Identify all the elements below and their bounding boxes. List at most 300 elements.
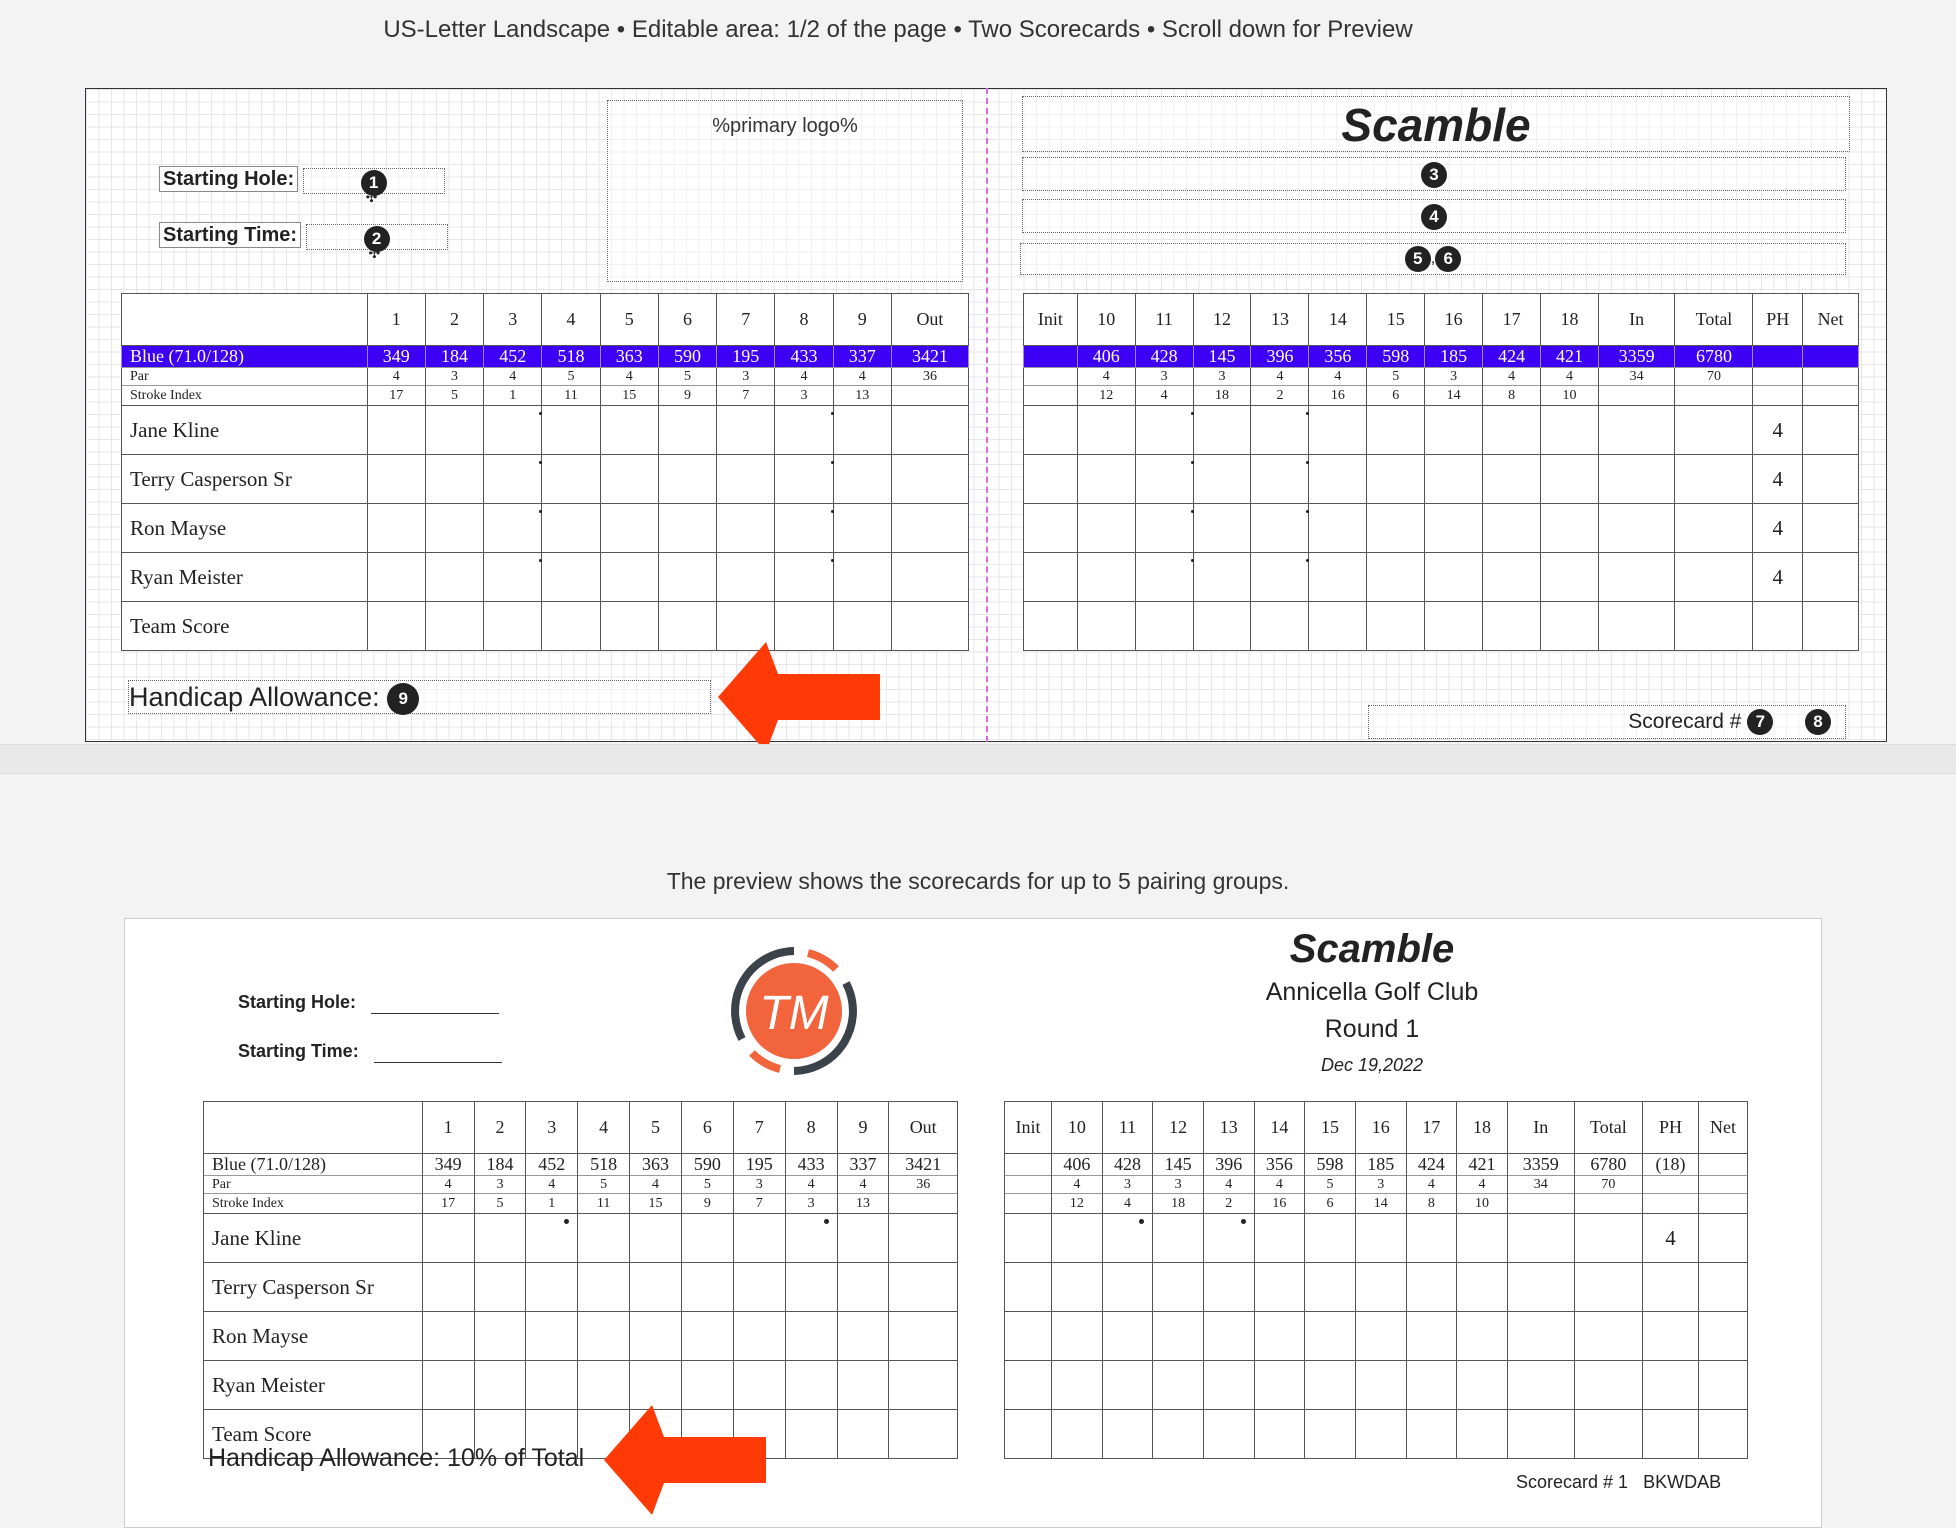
score-cell xyxy=(425,602,483,651)
score-cell xyxy=(889,1312,958,1361)
stroke-index-cell: 4 xyxy=(1135,386,1193,406)
stroke-dot xyxy=(831,510,834,513)
score-cell xyxy=(1251,455,1309,504)
yardage-cell xyxy=(1024,346,1078,368)
score-cell xyxy=(1077,553,1135,602)
score-cell xyxy=(542,602,600,651)
hole-header-cell: 8 xyxy=(785,1102,837,1154)
stroke-index-cell xyxy=(889,1194,958,1214)
starting-hole-field[interactable] xyxy=(159,168,445,205)
par-cell: 4 xyxy=(484,368,542,386)
marker-1[interactable]: 1 xyxy=(361,170,387,196)
stroke-index-cell: 1 xyxy=(526,1194,578,1214)
ph-cell: (18) xyxy=(1642,1154,1698,1176)
handicap-allowance-field[interactable] xyxy=(128,680,711,714)
score-cell xyxy=(1457,1312,1508,1361)
score-cell xyxy=(1803,406,1859,455)
player-row xyxy=(122,504,969,553)
score-cell xyxy=(484,602,542,651)
score-cell xyxy=(1305,1214,1356,1263)
score-cell xyxy=(1193,553,1251,602)
team-score-label: Team Score xyxy=(122,602,368,651)
stroke-index-cell: 18 xyxy=(1153,1194,1204,1214)
score-cell xyxy=(1598,602,1675,651)
score-cell xyxy=(422,1263,474,1312)
tee-row xyxy=(1005,1154,1748,1176)
hole-header-cell: 11 xyxy=(1135,294,1193,346)
hole-header-cell: 8 xyxy=(775,294,833,346)
score-cell xyxy=(1483,602,1541,651)
field-4[interactable] xyxy=(1022,199,1846,233)
score-cell xyxy=(542,553,600,602)
score-cell xyxy=(717,455,775,504)
score-cell xyxy=(1251,406,1309,455)
preview-handicap-allowance: Handicap Allowance: 10% of Total xyxy=(208,1444,585,1472)
score-cell xyxy=(526,1361,578,1410)
score-cell xyxy=(526,1263,578,1312)
score-cell xyxy=(681,1361,733,1410)
score-cell xyxy=(775,504,833,553)
starting-time-slot[interactable] xyxy=(306,224,448,261)
stroke-dot xyxy=(1306,510,1309,513)
preview-round: Round 1 xyxy=(1324,1015,1420,1043)
yardage-cell xyxy=(1005,1154,1052,1176)
hole-header-cell: 6 xyxy=(681,1102,733,1154)
score-cell xyxy=(1193,504,1251,553)
score-cell xyxy=(1203,1263,1254,1312)
stroke-index-cell xyxy=(1675,386,1753,406)
stroke-index-cell xyxy=(1699,1194,1748,1214)
par-cell: 4 xyxy=(785,1176,837,1194)
hole-header-cell: 9 xyxy=(833,294,891,346)
par-cell: 36 xyxy=(891,368,968,386)
hole-header-cell: 13 xyxy=(1203,1102,1254,1154)
preview-starting-time-label: Starting Time: xyxy=(238,1041,359,1061)
par-cell: 3 xyxy=(717,368,775,386)
score-cell xyxy=(1102,1263,1153,1312)
stroke-dot xyxy=(1191,559,1194,562)
score-cell xyxy=(1675,553,1753,602)
score-cell xyxy=(658,553,716,602)
hole-header-cell: 7 xyxy=(733,1102,785,1154)
hole-header-cell: 16 xyxy=(1355,1102,1406,1154)
yardage-cell: 3359 xyxy=(1598,346,1675,368)
stroke-index-cell: 7 xyxy=(733,1194,785,1214)
stroke-index-cell xyxy=(1005,1194,1052,1214)
name-header-cell xyxy=(204,1102,423,1154)
logo-placeholder[interactable] xyxy=(607,100,963,282)
par-cell xyxy=(1024,368,1078,386)
par-cell: 3 xyxy=(733,1176,785,1194)
stroke-dot xyxy=(539,510,542,513)
score-cell xyxy=(775,455,833,504)
marker-4[interactable]: 4 xyxy=(1421,204,1447,230)
score-cell xyxy=(1574,1410,1642,1459)
score-cell xyxy=(1699,1410,1748,1459)
stroke-index-cell xyxy=(1024,386,1078,406)
score-cell xyxy=(367,455,425,504)
starting-time-label: Starting Time: xyxy=(159,222,301,248)
score-cell xyxy=(889,1361,958,1410)
stroke-dot xyxy=(539,559,542,562)
score-cell xyxy=(422,1312,474,1361)
score-cell xyxy=(1153,1263,1204,1312)
move-handle-icon[interactable]: ✣ xyxy=(368,245,381,261)
score-cell xyxy=(1598,553,1675,602)
section-separator xyxy=(0,744,1956,774)
score-cell xyxy=(733,1214,785,1263)
yardage-cell: 406 xyxy=(1077,346,1135,368)
preview-header xyxy=(1122,924,1622,1082)
stroke-index-cell: 11 xyxy=(542,386,600,406)
playing-handicap-cell xyxy=(1642,1263,1698,1312)
marker-9[interactable]: 9 xyxy=(387,683,419,715)
player-row xyxy=(204,1263,958,1312)
hole-header-cell: Net xyxy=(1699,1102,1748,1154)
score-cell xyxy=(630,1361,682,1410)
score-cell xyxy=(1135,406,1193,455)
par-cell: 3 xyxy=(1193,368,1251,386)
score-cell xyxy=(578,1214,630,1263)
par-cell xyxy=(1699,1176,1748,1194)
player-name: Jane Kline xyxy=(122,406,368,455)
yardage-cell: 406 xyxy=(1052,1154,1103,1176)
stroke-index-cell: 16 xyxy=(1309,386,1367,406)
title-field[interactable] xyxy=(1022,96,1850,152)
score-cell xyxy=(1024,406,1078,455)
player-name: Terry Casperson Sr xyxy=(204,1263,423,1312)
hole-header-cell: 4 xyxy=(578,1102,630,1154)
editor-back-nine-table[interactable] xyxy=(1023,293,1859,651)
preview-front-nine-table xyxy=(203,1101,958,1459)
score-cell xyxy=(1024,455,1078,504)
score-cell xyxy=(474,1312,526,1361)
score-cell xyxy=(630,1312,682,1361)
marker-5[interactable]: 5 xyxy=(1405,246,1431,272)
par-cell: 4 xyxy=(833,368,891,386)
par-cell: 4 xyxy=(837,1176,889,1194)
stroke-index-cell: 3 xyxy=(775,386,833,406)
player-row xyxy=(1024,455,1859,504)
stroke-index-cell: 6 xyxy=(1367,386,1425,406)
score-cell xyxy=(1574,1214,1642,1263)
par-cell: 34 xyxy=(1507,1176,1574,1194)
score-cell xyxy=(1699,1214,1748,1263)
yardage-cell: 433 xyxy=(785,1154,837,1176)
score-cell xyxy=(785,1263,837,1312)
stroke-dot xyxy=(1241,1219,1246,1224)
score-cell xyxy=(837,1410,889,1459)
yardage-cell: 433 xyxy=(775,346,833,368)
score-cell xyxy=(1024,553,1078,602)
score-cell xyxy=(785,1410,837,1459)
par-cell: 5 xyxy=(658,368,716,386)
score-cell xyxy=(1254,1361,1305,1410)
yardage-cell: 598 xyxy=(1367,346,1425,368)
score-cell xyxy=(1457,1263,1508,1312)
yardage-cell: 518 xyxy=(542,346,600,368)
yardage-cell: 424 xyxy=(1483,346,1541,368)
score-cell xyxy=(1355,1214,1406,1263)
preview-starting-time xyxy=(238,1041,502,1063)
par-cell: 70 xyxy=(1675,368,1753,386)
hole-header-cell: 2 xyxy=(474,1102,526,1154)
hole-header-cell: 3 xyxy=(484,294,542,346)
player-row xyxy=(1005,1361,1748,1410)
hole-header-cell: Total xyxy=(1675,294,1753,346)
yardage-cell: 428 xyxy=(1102,1154,1153,1176)
score-cell xyxy=(891,406,968,455)
field-5-6[interactable] xyxy=(1020,243,1846,275)
score-cell xyxy=(1367,504,1425,553)
stroke-dot xyxy=(1191,461,1194,464)
stroke-dot xyxy=(539,461,542,464)
logo-placeholder-text: %primary logo% xyxy=(712,115,858,137)
yardage-cell: 185 xyxy=(1355,1154,1406,1176)
score-cell xyxy=(1406,1410,1457,1459)
score-cell xyxy=(1425,553,1483,602)
score-cell xyxy=(785,1361,837,1410)
score-cell xyxy=(833,504,891,553)
yardage-cell: 6780 xyxy=(1574,1154,1642,1176)
team-score-row xyxy=(1024,602,1859,651)
score-cell xyxy=(1153,1312,1204,1361)
field-3[interactable] xyxy=(1022,157,1846,191)
score-cell xyxy=(833,406,891,455)
yardage-cell: 421 xyxy=(1457,1154,1508,1176)
stroke-dot xyxy=(831,559,834,562)
score-cell xyxy=(542,455,600,504)
stroke-dot xyxy=(1191,412,1194,415)
hole-header-cell: Init xyxy=(1005,1102,1052,1154)
marker-8[interactable]: 8 xyxy=(1805,709,1831,735)
par-cell xyxy=(1803,368,1859,386)
hole-header-cell: 18 xyxy=(1457,1102,1508,1154)
hole-header-cell: 15 xyxy=(1305,1102,1356,1154)
hole-header-cell: 14 xyxy=(1254,1102,1305,1154)
score-cell xyxy=(1367,455,1425,504)
stroke-index-cell xyxy=(1803,386,1859,406)
score-cell xyxy=(681,1263,733,1312)
stroke-index-cell: 9 xyxy=(658,386,716,406)
stroke-index-cell: 13 xyxy=(833,386,891,406)
score-cell xyxy=(367,553,425,602)
score-cell xyxy=(1135,455,1193,504)
par-cell: 5 xyxy=(681,1176,733,1194)
par-row xyxy=(204,1176,958,1194)
stroke-index-cell xyxy=(1507,1194,1574,1214)
par-cell: 5 xyxy=(1367,368,1425,386)
score-cell xyxy=(600,553,658,602)
score-cell xyxy=(889,1410,958,1459)
score-cell xyxy=(1406,1263,1457,1312)
scorecard-title: Scamble xyxy=(1341,99,1531,151)
score-cell xyxy=(891,602,968,651)
yardage-cell: 590 xyxy=(681,1154,733,1176)
score-cell xyxy=(630,1214,682,1263)
score-cell xyxy=(1153,1410,1204,1459)
stroke-dot xyxy=(831,412,834,415)
hole-header-cell: Out xyxy=(889,1102,958,1154)
marker-7[interactable]: 7 xyxy=(1747,709,1773,735)
stroke-index-cell xyxy=(1642,1194,1698,1214)
yardage-cell: 363 xyxy=(600,346,658,368)
stroke-index-cell: 8 xyxy=(1406,1194,1457,1214)
header-row xyxy=(122,294,969,346)
score-cell xyxy=(1425,406,1483,455)
score-cell xyxy=(422,1361,474,1410)
score-cell xyxy=(1355,1312,1406,1361)
score-cell xyxy=(1699,1312,1748,1361)
tee-label: Blue (71.0/128) xyxy=(204,1154,423,1176)
score-cell xyxy=(1024,504,1078,553)
score-cell xyxy=(1203,1312,1254,1361)
marker-6[interactable]: 6 xyxy=(1435,246,1461,272)
hole-header-cell: 5 xyxy=(630,1102,682,1154)
score-cell xyxy=(1102,1410,1153,1459)
starting-hole-slot[interactable] xyxy=(303,168,445,205)
move-handle-icon[interactable]: ✣ xyxy=(365,189,378,205)
stroke-index-cell: 10 xyxy=(1541,386,1599,406)
player-row xyxy=(1024,406,1859,455)
score-cell xyxy=(600,504,658,553)
playing-handicap-cell: 4 xyxy=(1753,406,1803,455)
score-cell xyxy=(484,455,542,504)
stroke-index-cell xyxy=(891,386,968,406)
score-cell xyxy=(717,504,775,553)
par-cell: 4 xyxy=(600,368,658,386)
score-cell xyxy=(1203,1410,1254,1459)
score-cell xyxy=(1598,504,1675,553)
hole-header-cell: 4 xyxy=(542,294,600,346)
stroke-index-cell: 16 xyxy=(1254,1194,1305,1214)
stroke-dot xyxy=(1139,1219,1144,1224)
score-cell xyxy=(484,553,542,602)
stroke-index-row xyxy=(122,386,969,406)
yardage-cell: 6780 xyxy=(1675,346,1753,368)
marker-3[interactable]: 3 xyxy=(1421,162,1447,188)
score-cell xyxy=(1251,553,1309,602)
score-cell xyxy=(837,1312,889,1361)
par-cell: 3 xyxy=(1153,1176,1204,1194)
stroke-index-cell: 14 xyxy=(1425,386,1483,406)
par-label: Par xyxy=(204,1176,423,1194)
score-cell xyxy=(837,1361,889,1410)
par-cell: 4 xyxy=(775,368,833,386)
hole-header-cell: 5 xyxy=(600,294,658,346)
hole-header-cell: 3 xyxy=(526,1102,578,1154)
player-row xyxy=(122,553,969,602)
score-cell xyxy=(1254,1263,1305,1312)
score-cell xyxy=(733,1312,785,1361)
score-cell xyxy=(1541,406,1599,455)
hole-header-cell: 15 xyxy=(1367,294,1425,346)
score-cell xyxy=(1355,1263,1406,1312)
tee-row xyxy=(204,1154,958,1176)
player-row xyxy=(1024,553,1859,602)
score-cell xyxy=(1309,455,1367,504)
score-cell xyxy=(1406,1214,1457,1263)
starting-hole-label: Starting Hole: xyxy=(159,166,298,192)
par-cell: 4 xyxy=(1541,368,1599,386)
hole-header-cell: 18 xyxy=(1541,294,1599,346)
par-cell: 36 xyxy=(889,1176,958,1194)
par-cell: 3 xyxy=(425,368,483,386)
score-cell xyxy=(785,1214,837,1263)
stroke-dot xyxy=(564,1219,569,1224)
score-cell xyxy=(1483,504,1541,553)
editor-front-nine-table[interactable] xyxy=(121,293,969,651)
hole-header-cell: Init xyxy=(1024,294,1078,346)
yardage-cell xyxy=(1803,346,1859,368)
player-row xyxy=(204,1361,958,1410)
yardage-cell: 396 xyxy=(1203,1154,1254,1176)
yardage-cell: 337 xyxy=(833,346,891,368)
stroke-index-cell: 4 xyxy=(1102,1194,1153,1214)
par-cell: 4 xyxy=(422,1176,474,1194)
stroke-index-label: Stroke Index xyxy=(122,386,368,406)
score-cell xyxy=(658,504,716,553)
score-cell xyxy=(484,504,542,553)
par-cell: 3 xyxy=(474,1176,526,1194)
par-row xyxy=(1005,1176,1748,1194)
marker-2[interactable]: 2 xyxy=(364,226,390,252)
name-header-cell xyxy=(122,294,368,346)
par-cell xyxy=(1005,1176,1052,1194)
score-cell xyxy=(1483,455,1541,504)
score-cell xyxy=(889,1214,958,1263)
yardage-cell: 3359 xyxy=(1507,1154,1574,1176)
stroke-index-cell: 15 xyxy=(600,386,658,406)
score-cell xyxy=(1803,602,1859,651)
score-cell xyxy=(1203,1214,1254,1263)
score-cell xyxy=(733,1361,785,1410)
yardage-cell: 396 xyxy=(1251,346,1309,368)
score-cell xyxy=(658,602,716,651)
hole-header-cell: In xyxy=(1598,294,1675,346)
score-cell xyxy=(367,602,425,651)
score-cell xyxy=(600,406,658,455)
score-cell xyxy=(1254,1410,1305,1459)
player-row xyxy=(1005,1214,1748,1263)
player-name: Ron Mayse xyxy=(122,504,368,553)
hole-header-cell: Out xyxy=(891,294,968,346)
header-row xyxy=(1005,1102,1748,1154)
score-cell xyxy=(1367,602,1425,651)
score-cell xyxy=(1483,406,1541,455)
score-cell xyxy=(600,602,658,651)
score-cell xyxy=(891,455,968,504)
team-score-label: Team Score xyxy=(204,1410,423,1459)
score-cell xyxy=(775,553,833,602)
score-cell xyxy=(717,406,775,455)
score-cell xyxy=(1005,1214,1052,1263)
playing-handicap-cell: 4 xyxy=(1642,1214,1698,1263)
score-cell xyxy=(1541,602,1599,651)
left-arrow-icon xyxy=(604,1405,766,1515)
score-cell xyxy=(1102,1361,1153,1410)
score-cell xyxy=(1425,602,1483,651)
par-cell: 70 xyxy=(1574,1176,1642,1194)
starting-time-field[interactable] xyxy=(159,224,448,261)
scorecard-number-field[interactable] xyxy=(1368,705,1846,739)
score-cell xyxy=(833,455,891,504)
score-cell xyxy=(1135,504,1193,553)
score-cell xyxy=(681,1214,733,1263)
score-cell xyxy=(1675,406,1753,455)
stroke-index-cell: 15 xyxy=(630,1194,682,1214)
score-cell xyxy=(1005,1361,1052,1410)
